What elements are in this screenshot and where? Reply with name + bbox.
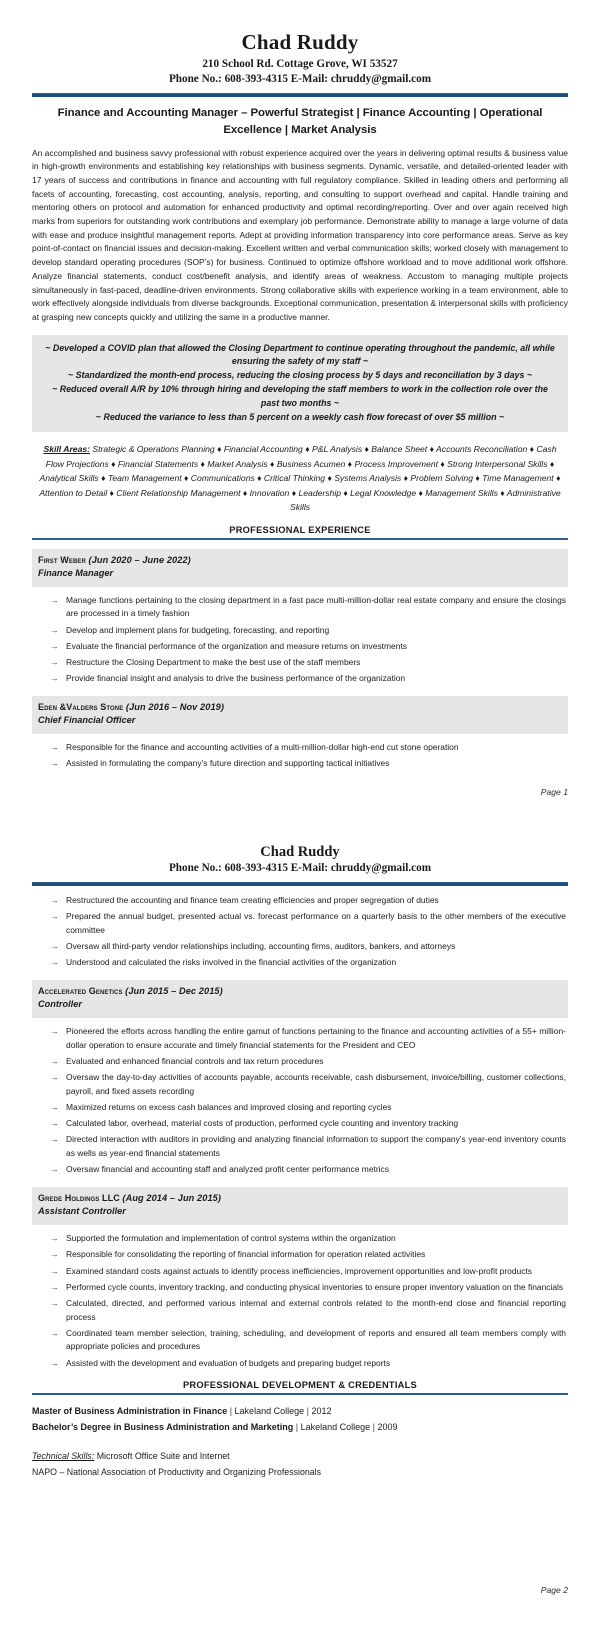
list-item bbox=[50, 594, 566, 621]
job-company-name: Grede Holdings LLC bbox=[38, 1193, 120, 1204]
arrow-icon: → bbox=[50, 1265, 59, 1276]
bullet-text: Oversaw all third-party vendor relationships including, accounting firms, auditors, bankers, and attorneys bbox=[66, 941, 456, 952]
technical-skills-block bbox=[32, 1449, 568, 1480]
document-header-page2 bbox=[32, 843, 568, 876]
job-company-name: Eden &Valders Stone bbox=[38, 701, 124, 712]
candidate-address: 210 School Rd. Cottage Grove, WI 53527 bbox=[202, 57, 398, 70]
arrow-icon: → bbox=[50, 911, 59, 922]
bullet-text: Coordinated team member selection, training, scheduling, and development of reports and ensured all team members comply with appropriate policies and procedures bbox=[66, 1327, 566, 1352]
list-item bbox=[50, 640, 566, 654]
bullet-text: Develop and implement plans for budgeting, forecasting, and reporting bbox=[66, 624, 330, 635]
arrow-icon: → bbox=[50, 895, 59, 906]
bullet-text: Examined standard costs against actuals to identify process inefficiencies, improvement opportunities and low-profit products bbox=[66, 1265, 533, 1276]
arrow-icon: → bbox=[50, 1281, 59, 1292]
section-title-experience: PROFESSIONAL EXPERIENCE bbox=[229, 524, 371, 535]
education-entry bbox=[32, 1420, 568, 1435]
list-item bbox=[50, 1297, 566, 1324]
job-dates: (Jun 2020 – June 2022) bbox=[88, 554, 191, 565]
skill-areas bbox=[32, 442, 568, 514]
list-item bbox=[50, 672, 566, 686]
job-title: Chief Financial Officer bbox=[38, 715, 136, 726]
bullet-text: Provide financial insight and analysis to drive the business performance of the organization bbox=[66, 673, 406, 684]
document-header bbox=[32, 30, 568, 87]
job-header-first-weber bbox=[32, 549, 568, 587]
list-item bbox=[50, 1133, 566, 1160]
bullet-text: Assisted with the development and evaluation of budgets and preparing budget reports bbox=[66, 1357, 391, 1368]
bullet-text: Evaluated and enhanced financial controls and tax return procedures bbox=[66, 1056, 324, 1067]
education-separator: | bbox=[227, 1406, 235, 1417]
bullet-text: Maximized returns on excess cash balances and improved closing and reporting cycles bbox=[66, 1102, 392, 1113]
list-item bbox=[50, 1281, 566, 1295]
section-title-credentials: PROFESSIONAL DEVELOPMENT & CREDENTIALS bbox=[182, 1380, 418, 1391]
education-entry bbox=[32, 1404, 568, 1419]
job-bullets-continued bbox=[32, 894, 568, 970]
job-bullets-grede-holdings bbox=[32, 1232, 568, 1370]
bullet-text: Restructure the Closing Department to make the best use of the staff members bbox=[66, 656, 361, 667]
list-item bbox=[50, 1025, 566, 1052]
job-header-grede-holdings bbox=[32, 1187, 568, 1225]
list-item bbox=[50, 1101, 566, 1115]
arrow-icon: → bbox=[50, 673, 59, 684]
bullet-text: Assisted in formulating the company’s future direction and supporting tactical initiatives bbox=[66, 758, 390, 769]
list-item bbox=[50, 1071, 566, 1098]
job-dates: (Jun 2015 – Dec 2015) bbox=[125, 986, 223, 996]
education-separator: | bbox=[304, 1406, 312, 1417]
candidate-contact: Phone No.: 608-393-4315 E-Mail: chruddy@gmail.com bbox=[168, 861, 432, 874]
arrow-icon: → bbox=[50, 1233, 59, 1244]
list-item bbox=[50, 1117, 566, 1131]
arrow-icon: → bbox=[50, 1297, 59, 1308]
list-item bbox=[50, 910, 566, 937]
education-degree: Bachelor’s Degree in Business Administration and Marketing bbox=[32, 1421, 294, 1432]
arrow-icon: → bbox=[50, 1072, 59, 1083]
key-achievements-box bbox=[32, 335, 568, 433]
header-divider bbox=[32, 93, 568, 97]
list-item bbox=[50, 940, 566, 954]
achievement-item: ~ Reduced overall A/R by 10% through hiring and developing the staff members to work in the collection role over the past two months ~ bbox=[52, 383, 548, 408]
page-footer-2: Page 2 bbox=[540, 1584, 568, 1595]
achievement-item: ~ Reduced the variance to less than 5 percent on a weekly cash flow forecast of over $5 million ~ bbox=[95, 411, 505, 422]
page-break-gap bbox=[0, 797, 600, 843]
technical-skills-label: Technical Skills: bbox=[32, 1451, 95, 1462]
education-separator: | bbox=[293, 1421, 301, 1432]
bullet-text: Responsible for the finance and accounting activities of a multi-million-dollar high-end cut stone operation bbox=[66, 741, 459, 752]
job-header-eden-valders-stone bbox=[32, 696, 568, 734]
bullet-text: Calculated labor, overhead, material costs of production, performed cycle counting and inventory tracking bbox=[66, 1118, 459, 1129]
arrow-icon: → bbox=[50, 594, 59, 605]
skill-areas-label: Skill Areas: bbox=[43, 444, 90, 455]
job-bullets-eden-valders-stone bbox=[32, 741, 568, 771]
job-company bbox=[38, 1192, 562, 1205]
arrow-icon: → bbox=[50, 1357, 59, 1368]
education-school: Lakeland College bbox=[300, 1421, 371, 1432]
job-company-name: First Weber bbox=[38, 554, 86, 565]
achievement-item: ~ Standardized the month-end process, reducing the closing process by 5 days and reconciliation by 3 days ~ bbox=[67, 370, 533, 381]
bullet-text: Prepared the annual budget, presented actual vs. forecast performance on a quarterly basis to the other members of the executive committee bbox=[66, 911, 566, 935]
education-year: 2012 bbox=[311, 1406, 332, 1417]
arrow-icon: → bbox=[50, 1327, 59, 1338]
job-bullets-accelerated-genetics bbox=[32, 1025, 568, 1177]
bullet-text: Calculated, directed, and performed various internal and external controls related to the month-end close and financial reporting process bbox=[66, 1297, 566, 1322]
bullet-text: Directed interaction with auditors in providing and analyzing financial information to support the company’s year-end inventory counts as wells as year-end financial statements bbox=[66, 1134, 566, 1159]
arrow-icon: → bbox=[50, 1134, 59, 1145]
job-dates: (Aug 2014 – Jun 2015) bbox=[122, 1193, 222, 1204]
job-title: Finance Manager bbox=[38, 567, 114, 578]
bullet-text: Performed cycle counts, inventory tracking, and conducting physical inventories to ensure proper inventory valuation on the financials bbox=[66, 1281, 564, 1292]
arrow-icon: → bbox=[50, 656, 59, 667]
list-item bbox=[50, 1357, 566, 1371]
arrow-icon: → bbox=[50, 758, 59, 769]
arrow-icon: → bbox=[50, 957, 59, 968]
professional-headline: Finance and Accounting Manager – Powerful Strategist | Finance Accounting | Operational Excellence | Market Analysis bbox=[57, 106, 543, 137]
achievement-item: ~ Developed a COVID plan that allowed the Closing Department to continue operating throughout the pandemic, all while ensuring the safety of my staff ~ bbox=[45, 342, 555, 367]
job-company bbox=[38, 985, 562, 998]
list-item bbox=[50, 757, 566, 771]
job-bullets-first-weber bbox=[32, 594, 568, 686]
education-year: 2009 bbox=[377, 1421, 398, 1432]
arrow-icon: → bbox=[50, 1056, 59, 1067]
technical-skills-line bbox=[32, 1449, 568, 1464]
education-degree: Master of Business Administration in Finance bbox=[32, 1406, 228, 1417]
bullet-text: Oversaw the day-to-day activities of accounts payable, accounts receivable, cash disbursement, invoice/billing, customer collections, payroll, and fixed assets recording bbox=[66, 1072, 566, 1096]
list-item bbox=[50, 1265, 566, 1279]
bullet-text: Restructured the accounting and finance team creating efficiencies and proper segregation of duties bbox=[66, 895, 439, 906]
bullet-text: Evaluate the financial performance of the organization and measure returns on investments bbox=[66, 640, 407, 651]
list-item bbox=[50, 656, 566, 670]
list-item bbox=[50, 1232, 566, 1246]
list-item bbox=[50, 1327, 566, 1354]
bullet-text: Responsible for consolidating the reporting of financial information for operation related activities bbox=[66, 1249, 426, 1260]
arrow-icon: → bbox=[50, 624, 59, 635]
job-company bbox=[38, 554, 562, 567]
arrow-icon: → bbox=[50, 1249, 59, 1260]
bullet-text: Oversaw financial and accounting staff and analyzed profit center performance metrics bbox=[66, 1164, 389, 1175]
candidate-contact: Phone No.: 608-393-4315 E-Mail: chruddy@gmail.com bbox=[168, 72, 432, 85]
job-company bbox=[38, 701, 562, 714]
resume-page-1 bbox=[0, 0, 600, 797]
page-footer-1: Page 1 bbox=[540, 786, 568, 797]
job-header-accelerated-genetics bbox=[32, 980, 568, 1018]
arrow-icon: → bbox=[50, 640, 59, 651]
list-item bbox=[50, 956, 566, 970]
arrow-icon: → bbox=[50, 1118, 59, 1129]
professional-summary: An accomplished and business savvy professional with robust experience acquired over the years in delivering optimal results & business value in high-growth environments and establishing key relationships with business segments. Dynamic, versatile, and detailed-oriented leader with 17 years of success and contributions in finance and accounting with full regulatory compliance. Skilled in leading others and performing all facets of accounting, forecasting, cost accounting, analysis, reporting, and consulting to support overhead and capital. Handle training and mentoring others on protocol and automation for enhanced productivity and optimal recording/reporting. Over and over again received high marks from superiors for outstanding work contributions and exemplary job performance. Demonstrate ability to manage a large volume of data with ease and produce insightful management reports. Adept at providing information transparency into core performance areas. Serve as key point-of-contact on financial issues and decision-making. Excellent written and verbal communication skills; worked closely with management to develop standard operating procedures (SOP’s) for business. Continued to optimize offshore workload and to move additional work offshore. Analyze financial statements, conduct cost/benefit analysis, and identify areas of weakness. Accustom to managing multiple projects simultaneously in fast-paced, deadline-driven environments. Strong collaborative skills with experience working in a team environment, able to work effectively alongside individuals from diverse backgrounds. Exceptional communication, presentation & interpersonal skills with proficiency at grasping new concepts quickly and utilizing the same in a productive manner. bbox=[32, 147, 568, 322]
bullet-text: Manage functions pertaining to the closing department in a fast pace multi-million-dollar real estate company and ensure the closings are processed in a timely fashion bbox=[66, 594, 566, 619]
list-item bbox=[50, 741, 566, 755]
bullet-text: Pioneered the efforts across handling the entire gamut of functions pertaining to the finance and accounting activities of a 55+ million-dollar operation to ensure accurate and timely financial statements for the President and CEO bbox=[66, 1026, 566, 1050]
list-item bbox=[50, 894, 566, 908]
skill-areas-list: Strategic & Operations Planning ♦ Financial Accounting ♦ P&L Analysis ♦ Balance Sheet ♦ Accounts Reconciliation ♦ Cash Flow Projections ♦ Financial Statements ♦ Market Analysis ♦ Business Acumen ♦ Process Improvement ♦ Strong Interpersonal Skills ♦ Analytical Skills ♦ Team Management ♦ Communications ♦ Critical Thinking ♦ Systems Analysis ♦ Problem Solving ♦ Time Management ♦ Attention to Detail ♦ Client Relationship Management ♦ Innovation ♦ Leadership ♦ Legal Knowledge ♦ Management Skills ♦ Administrative Skills bbox=[39, 444, 561, 513]
section-divider-credentials bbox=[32, 1393, 568, 1395]
list-item bbox=[50, 624, 566, 638]
technical-skills-value: Microsoft Office Suite and Internet bbox=[94, 1451, 230, 1462]
resume-page-2 bbox=[0, 843, 600, 1633]
education-separator: | bbox=[370, 1421, 378, 1432]
job-title: Controller bbox=[38, 999, 82, 1010]
arrow-icon: → bbox=[50, 1026, 59, 1037]
job-dates: (Jun 2016 – Nov 2019) bbox=[125, 701, 225, 712]
section-divider-experience bbox=[32, 538, 568, 540]
job-company-name: Accelerated Genetics bbox=[38, 986, 123, 996]
list-item bbox=[50, 1248, 566, 1262]
arrow-icon: → bbox=[50, 1102, 59, 1113]
list-item bbox=[50, 1055, 566, 1069]
job-title: Assistant Controller bbox=[38, 1206, 126, 1217]
bullet-text: Understood and calculated the risks involved in the financial activities of the organization bbox=[66, 957, 397, 968]
arrow-icon: → bbox=[50, 1164, 59, 1175]
candidate-name: Chad Ruddy bbox=[260, 843, 340, 860]
list-item bbox=[50, 1163, 566, 1177]
header-divider-page2 bbox=[32, 882, 568, 886]
arrow-icon: → bbox=[50, 741, 59, 752]
candidate-name: Chad Ruddy bbox=[241, 30, 359, 54]
education-school: Lakeland College bbox=[234, 1406, 305, 1417]
bullet-text: Supported the formulation and implementation of control systems within the organization bbox=[66, 1233, 396, 1244]
arrow-icon: → bbox=[50, 941, 59, 952]
membership-line: NAPO – National Association of Productivity and Organizing Professionals bbox=[32, 1466, 321, 1477]
